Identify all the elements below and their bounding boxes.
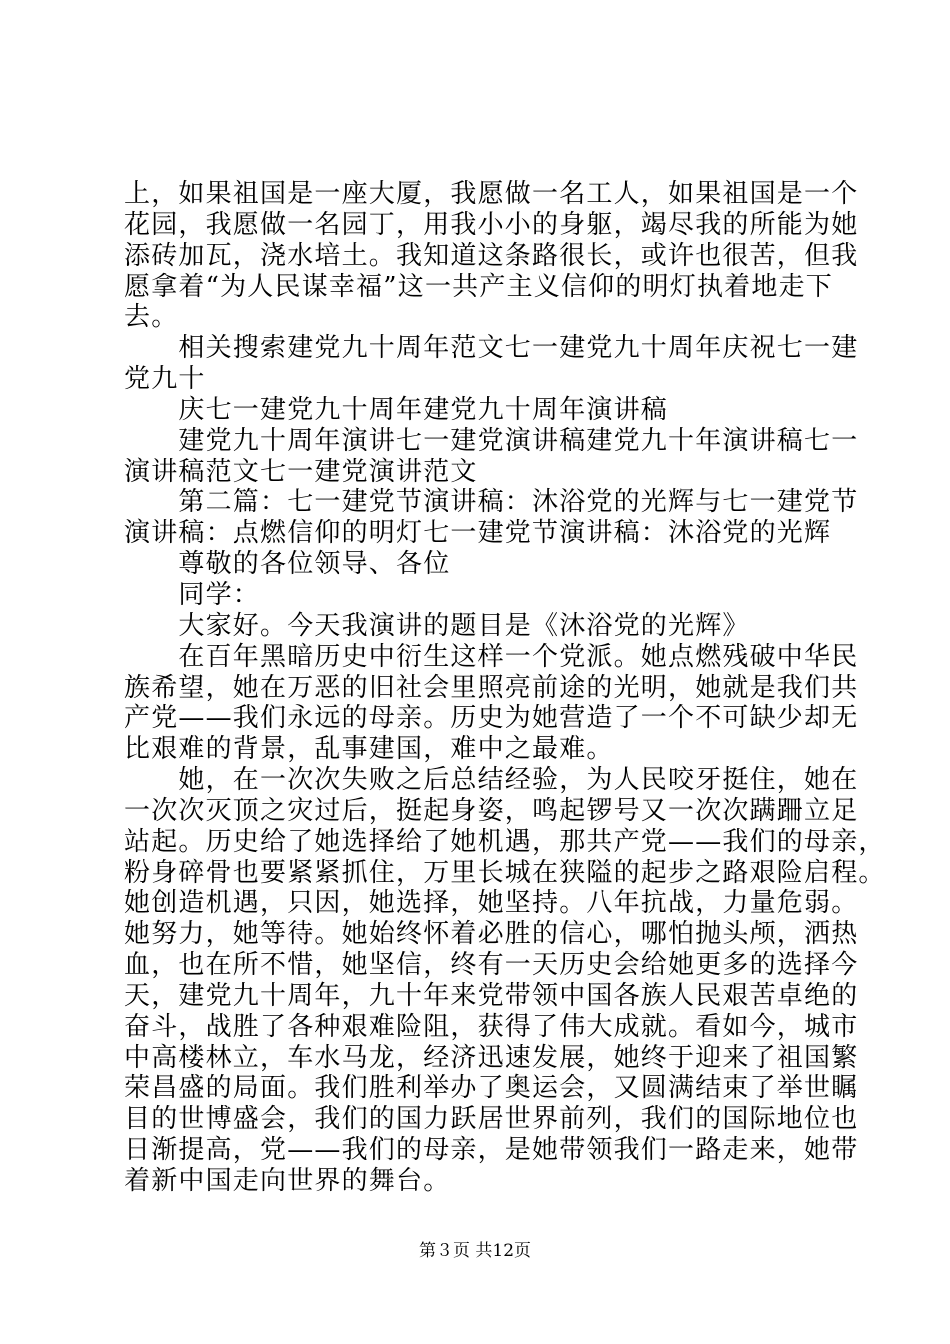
text-line: 大家好。今天我演讲的题目是《沐浴党的光辉》 xyxy=(124,610,750,641)
text-line: 庆七一建党九十周年建党九十周年演讲稿 xyxy=(124,394,669,425)
text-line: 产党——我们永远的母亲。历史为她营造了一个不可缺少却无 xyxy=(124,703,859,734)
text-line: 着新中国走向世界的舞台。 xyxy=(124,1166,451,1196)
text-line: 天，建党九十周年，九十年来党带领中国各族人民艰苦卓绝的 xyxy=(124,980,859,1011)
text-line: 党九十 xyxy=(124,364,206,395)
text-line: 日渐提高，党——我们的母亲，是她带领我们一路走来，她带 xyxy=(124,1135,859,1166)
text-line: 花园，我愿做一名园丁，用我小小的身躯，竭尽我的所能为她 xyxy=(124,209,859,240)
text-line: 演讲稿范文七一建党演讲范文 xyxy=(124,456,478,487)
text-line: 粉身碎骨也要紧紧抓住，万里长城在狭隘的起步之路艰险启程。 xyxy=(124,857,886,888)
text-line: 建党九十周年演讲七一建党演讲稿建党九十年演讲稿七一 xyxy=(124,425,859,456)
text-line: 在百年黑暗历史中衍生这样一个党派。她点燃残破中华民 xyxy=(124,641,859,672)
text-line: 添砖加瓦，浇水培土。我知道这条路很长，或许也很苦，但我 xyxy=(124,240,859,271)
text-line: 去。 xyxy=(124,302,179,333)
text-line: 上，如果祖国是一座大厦，我愿做一名工人，如果祖国是一个 xyxy=(124,179,859,209)
text-line: 荣昌盛的局面。我们胜利举办了奥运会，又圆满结束了举世瞩 xyxy=(124,1073,859,1104)
text-line: 族希望，她在万恶的旧社会里照亮前途的光明，她就是我们共 xyxy=(124,672,859,703)
text-line: 她，在一次次失败之后总结经验，为人民咬牙挺住，她在 xyxy=(124,765,859,796)
text-line: 比艰难的背景，乱事建国，难中之最难。 xyxy=(124,734,614,765)
text-line: 中高楼林立，车水马龙，经济迅速发展，她终于迎来了祖国繁 xyxy=(124,1042,859,1073)
text-line: 一次次灭顶之灾过后，挺起身姿，鸣起锣号又一次次蹒跚立足 xyxy=(124,795,859,826)
text-line: 目的世博盛会，我们的国力跃居世界前列，我们的国际地位也 xyxy=(124,1104,859,1135)
text-line: 站起。历史给了她选择给了她机遇，那共产党——我们的母亲， xyxy=(124,826,886,857)
page-number-footer: 第３页 共12页 xyxy=(418,1241,532,1261)
text-line: 相关搜索建党九十周年范文七一建党九十周年庆祝七一建 xyxy=(124,333,859,364)
text-line: 演讲稿：点燃信仰的明灯七一建党节演讲稿：沐浴党的光辉 xyxy=(124,518,832,549)
text-line: 她创造机遇，只因，她选择，她坚持。八年抗战，力量危弱。 xyxy=(124,888,859,919)
text-line: 血，也在所不惜，她坚信，终有一天历史会给她更多的选择今 xyxy=(124,950,859,981)
text-line: 她努力，她等待。她始终怀着必胜的信心，哪怕抛头颅，洒热 xyxy=(124,919,859,950)
text-line: 奋斗，战胜了各种艰难险阻，获得了伟大成就。看如今，城市 xyxy=(124,1011,859,1042)
text-line: 同学： xyxy=(124,579,261,610)
text-line: 第二篇：七一建党节演讲稿：沐浴党的光辉与七一建党节 xyxy=(124,487,859,518)
text-line: 尊敬的各位领导、各位 xyxy=(124,549,451,580)
text-line: 愿拿着“为人民谋幸福”这一共产主义信仰的明灯执着地走下 xyxy=(124,271,833,302)
